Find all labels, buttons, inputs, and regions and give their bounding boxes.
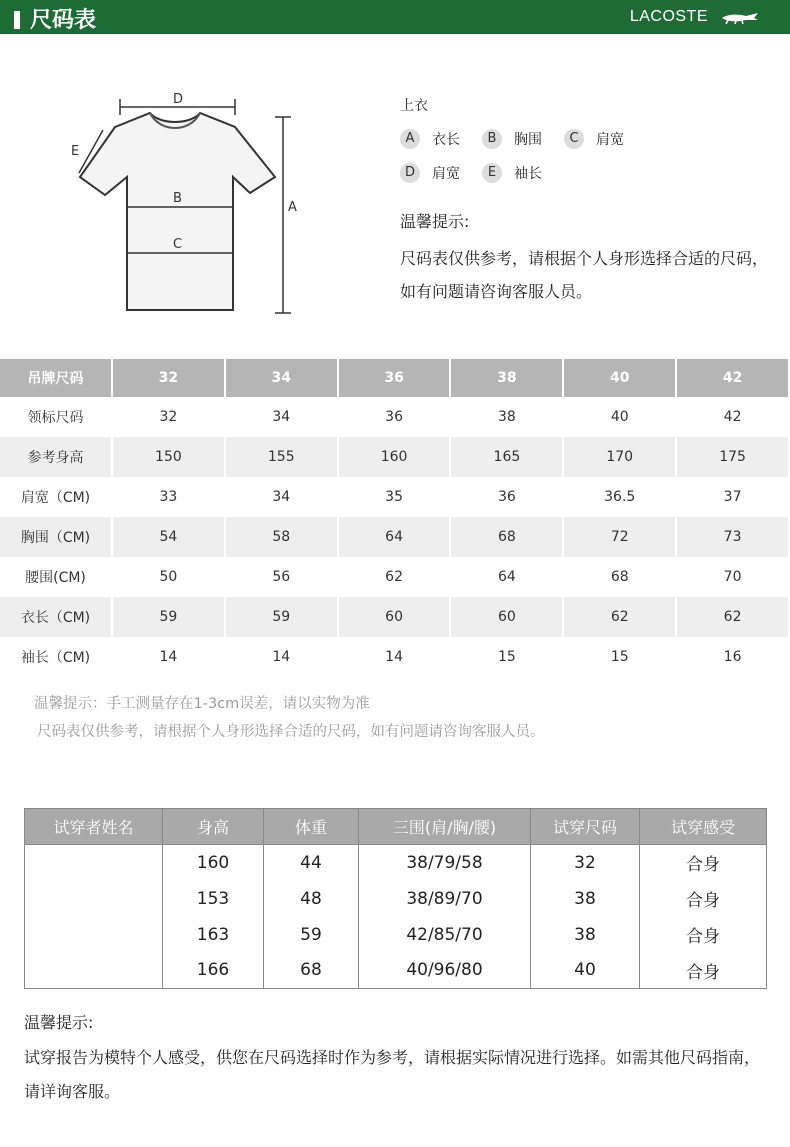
legend-label: 袖长 (514, 166, 542, 182)
table-cell: 59 (112, 597, 225, 637)
measurement-note (34, 690, 545, 746)
header-cell: 40 (563, 359, 676, 397)
legend-item-b (482, 129, 542, 149)
section-title: 上衣 (400, 98, 428, 114)
header-cell: 试穿尺码 (531, 809, 640, 845)
table-cell: 34 (225, 397, 338, 437)
table-cell: 32 (531, 845, 640, 881)
header-cell: 吊牌尺码 (0, 359, 112, 397)
table-row (0, 557, 789, 597)
table-cell: 合身 (640, 953, 767, 989)
table-cell: 59 (264, 917, 359, 953)
size-table (0, 359, 790, 677)
table-cell: 50 (112, 557, 225, 597)
table-cell: 32 (112, 397, 225, 437)
table-cell: 175 (676, 437, 789, 477)
row-label: 腰围(CM) (0, 557, 112, 597)
crocodile-logo-icon (720, 10, 760, 24)
table-cell: 150 (112, 437, 225, 477)
table-cell: 62 (676, 597, 789, 637)
row-label: 衣长（CM) (0, 597, 112, 637)
tshirt-diagram (65, 85, 315, 325)
table-cell: 合身 (640, 917, 767, 953)
table-cell: 38 (450, 397, 563, 437)
table-cell: 72 (563, 517, 676, 557)
header-bar (0, 0, 790, 34)
table-cell: 73 (676, 517, 789, 557)
legend-item-e (482, 163, 542, 183)
legend-row-1 (400, 129, 770, 149)
table-cell: 42/85/70 (359, 917, 531, 953)
header-cell: 三围(肩/胸/腰) (359, 809, 531, 845)
table-cell: 165 (450, 437, 563, 477)
legend-label: 衣长 (432, 132, 460, 148)
size-table-header (0, 359, 789, 397)
header-cell: 38 (450, 359, 563, 397)
table-cell: 153 (163, 881, 264, 917)
try-on-table (24, 808, 767, 989)
table-cell: 54 (112, 517, 225, 557)
table-cell: 163 (163, 917, 264, 953)
label-c: C (173, 237, 183, 252)
table-cell: 62 (563, 597, 676, 637)
table-cell: 62 (338, 557, 451, 597)
row-label: 胸围（CM) (0, 517, 112, 557)
table-row (0, 397, 789, 437)
table-cell: 60 (338, 597, 451, 637)
table-cell: 15 (563, 637, 676, 677)
table-cell: 68 (563, 557, 676, 597)
header-cell: 身高 (163, 809, 264, 845)
label-e: E (71, 144, 80, 159)
table-cell: 38/79/58 (359, 845, 531, 881)
tester-name (25, 881, 163, 917)
table-row (25, 881, 767, 917)
tester-name (25, 953, 163, 989)
header-cell: 34 (225, 359, 338, 397)
table-cell: 38 (531, 917, 640, 953)
legend-key: E (482, 163, 502, 183)
table-cell: 37 (676, 477, 789, 517)
header-cell: 36 (338, 359, 451, 397)
table-cell: 34 (225, 477, 338, 517)
table-cell: 38/89/70 (359, 881, 531, 917)
bottom-tip-title: 温馨提示: (24, 1013, 94, 1032)
page-title-text: 尺码表 (30, 8, 97, 33)
table-cell: 14 (112, 637, 225, 677)
table-cell: 59 (225, 597, 338, 637)
bottom-tip (24, 1010, 774, 1109)
table-cell: 60 (450, 597, 563, 637)
legend-label: 肩宽 (432, 166, 460, 182)
label-a: A (288, 200, 297, 215)
page-title (14, 3, 96, 34)
table-cell: 64 (338, 517, 451, 557)
note-line-2: 尺码表仅供参考，请根据个人身形选择合适的尺码，如有问题请咨询客服人员。 (37, 724, 545, 740)
table-row (0, 517, 789, 557)
table-cell: 64 (450, 557, 563, 597)
label-b: B (173, 191, 182, 206)
header-cell: 32 (112, 359, 225, 397)
legend-label: 胸围 (514, 132, 542, 148)
table-cell: 38 (531, 881, 640, 917)
note-line-1: 温馨提示：手工测量存在1-3cm误差，请以实物为准 (34, 696, 370, 712)
row-label: 领标尺码 (0, 397, 112, 437)
table-row (25, 917, 767, 953)
header-cell: 试穿者姓名 (25, 809, 163, 845)
legend-key: A (400, 129, 420, 149)
tester-name (25, 845, 163, 881)
table-row (0, 437, 789, 477)
table-cell: 35 (338, 477, 451, 517)
row-label: 参考身高 (0, 437, 112, 477)
table-row (0, 597, 789, 637)
table-cell: 40/96/80 (359, 953, 531, 989)
table-cell: 14 (338, 637, 451, 677)
table-cell: 16 (676, 637, 789, 677)
size-info (400, 95, 770, 308)
row-label: 肩宽（CM) (0, 477, 112, 517)
header-cell: 试穿感受 (640, 809, 767, 845)
tester-name (25, 917, 163, 953)
tip-text: 尺码表仅供参考，请根据个人身形选择合适的尺码，如有问题请咨询客服人员。 (400, 249, 769, 301)
table-row (25, 845, 767, 881)
table-cell: 166 (163, 953, 264, 989)
table-cell: 44 (264, 845, 359, 881)
table-cell: 42 (676, 397, 789, 437)
table-row (0, 637, 789, 677)
bottom-tip-text: 试穿报告为模特个人感受，供您在尺码选择时作为参考，请根据实际情况进行选择。如需其他尺码指南，请详询客服。 (24, 1048, 761, 1101)
table-cell: 合身 (640, 881, 767, 917)
table-cell: 58 (225, 517, 338, 557)
legend-row-2 (400, 163, 770, 183)
legend-item-d (400, 163, 460, 183)
legend-item-c (564, 129, 624, 149)
table-cell: 合身 (640, 845, 767, 881)
header-cell: 体重 (264, 809, 359, 845)
table-row (25, 953, 767, 989)
try-table-header (25, 809, 767, 845)
legend-key: D (400, 163, 420, 183)
table-cell: 155 (225, 437, 338, 477)
legend-key: B (482, 129, 502, 149)
title-bullet (14, 11, 20, 29)
table-cell: 36 (338, 397, 451, 437)
tip-title: 温馨提示: (400, 212, 470, 231)
table-cell: 33 (112, 477, 225, 517)
table-cell: 70 (676, 557, 789, 597)
legend-key: C (564, 129, 584, 149)
label-d: D (173, 92, 184, 107)
table-cell: 160 (338, 437, 451, 477)
header-cell: 42 (676, 359, 789, 397)
table-cell: 68 (450, 517, 563, 557)
table-cell: 36 (450, 477, 563, 517)
table-cell: 56 (225, 557, 338, 597)
table-cell: 14 (225, 637, 338, 677)
table-row (0, 477, 789, 517)
table-cell: 40 (531, 953, 640, 989)
brand-name: LACOSTE (629, 8, 708, 25)
table-cell: 160 (163, 845, 264, 881)
legend-label: 肩宽 (596, 132, 624, 148)
table-cell: 68 (264, 953, 359, 989)
table-cell: 15 (450, 637, 563, 677)
table-cell: 40 (563, 397, 676, 437)
row-label: 袖长（CM) (0, 637, 112, 677)
table-cell: 48 (264, 881, 359, 917)
table-cell: 170 (563, 437, 676, 477)
table-cell: 36.5 (563, 477, 676, 517)
legend-item-a (400, 129, 460, 149)
